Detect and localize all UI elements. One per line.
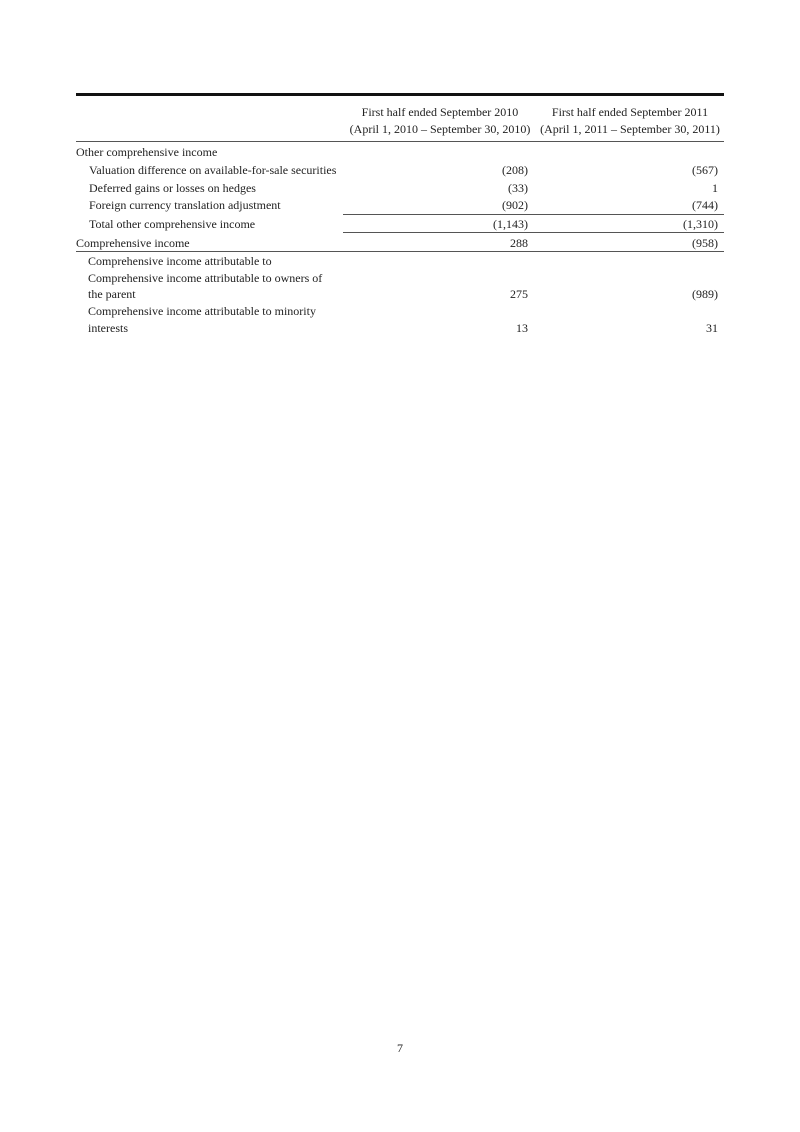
row-label-comprehensive-income: Comprehensive income	[76, 236, 190, 250]
row-label-deferred-gains: Deferred gains or losses on hedges	[89, 181, 256, 195]
column-header-2010-title: First half ended September 2010	[361, 105, 519, 119]
subtotal-rule	[343, 214, 724, 215]
header-divider	[76, 141, 724, 142]
value-2011-comprehensive-income: (958)	[692, 236, 718, 250]
value-2010-comprehensive-income: 288	[510, 236, 528, 250]
row-label-other-comprehensive-income: Other comprehensive income	[76, 145, 218, 159]
row-label-valuation-difference: Valuation difference on available-for-sale securities	[89, 163, 337, 177]
column-header-2010-period: (April 1, 2010 – September 30, 2010)	[349, 122, 531, 136]
column-header-2011-title: First half ended September 2011	[551, 105, 709, 119]
column-header-2011-period: (April 1, 2011 – September 30, 2011)	[540, 122, 720, 136]
value-2010-total-other-comprehensive-income: (1,143)	[493, 217, 528, 231]
value-2010-owners-of-parent: 275	[510, 287, 528, 301]
comprehensive-income-rule	[76, 251, 724, 252]
row-label-minority-interests-line2: interests	[88, 321, 128, 335]
value-2010-valuation-difference: (208)	[502, 163, 528, 177]
value-2010-minority-interests: 13	[516, 321, 528, 335]
value-2011-valuation-difference: (567)	[692, 163, 718, 177]
value-2010-foreign-currency: (902)	[502, 198, 528, 212]
page-number: 7	[397, 1041, 403, 1055]
value-2011-total-other-comprehensive-income: (1,310)	[683, 217, 718, 231]
row-label-attributable-to: Comprehensive income attributable to	[88, 254, 272, 268]
row-label-owners-of-parent-line2: the parent	[88, 287, 136, 301]
row-label-foreign-currency: Foreign currency translation adjustment	[89, 198, 281, 212]
total-rule	[343, 232, 724, 233]
table-top-rule	[76, 93, 724, 96]
row-label-minority-interests-line1: Comprehensive income attributable to minority	[88, 304, 316, 318]
row-label-owners-of-parent-line1: Comprehensive income attributable to owners of	[88, 271, 323, 285]
value-2010-deferred-gains: (33)	[508, 181, 528, 195]
value-2011-foreign-currency: (744)	[692, 198, 718, 212]
value-2011-owners-of-parent: (989)	[692, 287, 718, 301]
value-2011-minority-interests: 31	[706, 321, 718, 335]
value-2011-deferred-gains: 1	[712, 181, 718, 195]
row-label-total-other-comprehensive-income: Total other comprehensive income	[89, 217, 256, 231]
